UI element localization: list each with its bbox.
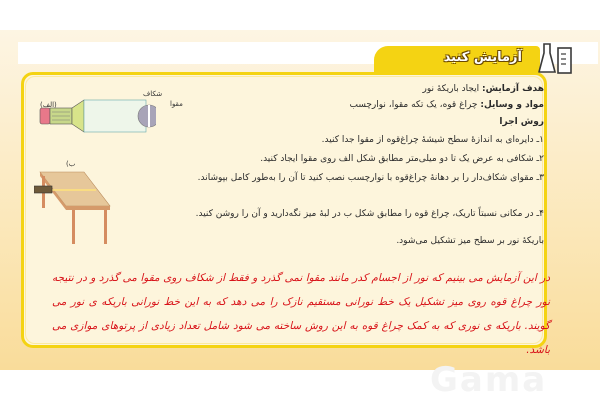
- goal-line: [422, 84, 544, 94]
- figure-b-label: ب): [66, 160, 76, 168]
- figure-a-label: (الف): [40, 101, 57, 109]
- section-title: آزمایش کنید: [443, 50, 522, 65]
- goal-label: هدف آزمایش:: [482, 84, 544, 94]
- section-tab: [374, 46, 540, 74]
- flask-icon: [538, 40, 578, 76]
- figure-a-flashlight: [36, 86, 156, 136]
- cardboard-label: مقوا: [170, 100, 183, 108]
- step-3: ۳ـ مقوای شکاف‌دار را بر دهانهٔ چراغ‌قوه با نوارچسب نصب کنید تا آن را به‌طور کامل بپوشاند.: [197, 173, 544, 183]
- watermark-logo: Gama: [430, 360, 548, 400]
- materials-label: مواد و وسایل:: [480, 100, 544, 110]
- step-4: ۴ـ در مکانی نسبتاً تاریک، چراغ قوه را مطابق شکل ب در لبهٔ میز نگه‌دارید و آن را روشن کنید.: [195, 209, 544, 219]
- materials-value: چراغ قوه، یک تکه مقوا، نوارچسب: [349, 100, 478, 110]
- procedure-label: روش اجرا: [499, 117, 544, 127]
- result-line: باریکهٔ نور بر سطح میز تشکیل می‌شود.: [396, 236, 544, 246]
- slit-label: شکاف: [143, 90, 163, 98]
- materials-line: [350, 100, 545, 110]
- figure-b-table: [34, 168, 114, 248]
- goal-value: ایجاد باریکهٔ نور: [422, 84, 480, 94]
- step-2: ۲ـ شکافی به عرض یک تا دو میلی‌متر مطابق شکل الف روی مقوا ایجاد کنید.: [260, 154, 544, 164]
- explanation-text: در این آزمایش می بینیم که نور از اجسام کدر مانند مقوا نمی گذرد و فقط از شکاف روی مقوا می گذرد و در نتیجه نور چراغ قوه روی میز تشکیل یک خط نورانی مستقیم نازک را می دهد که به این خط نورانی باریکه ی نور می گویند. باریکه ی نوری که به کمک چراغ قوه به این روش ساخته می شود شامل تعداد زیادی از پرتوهای موازی می باشد.: [52, 272, 550, 356]
- step-1: ۱ـ دایره‌ای به اندازهٔ سطح شیشهٔ چراغ‌قوه از مقوا جدا کنید.: [321, 135, 544, 145]
